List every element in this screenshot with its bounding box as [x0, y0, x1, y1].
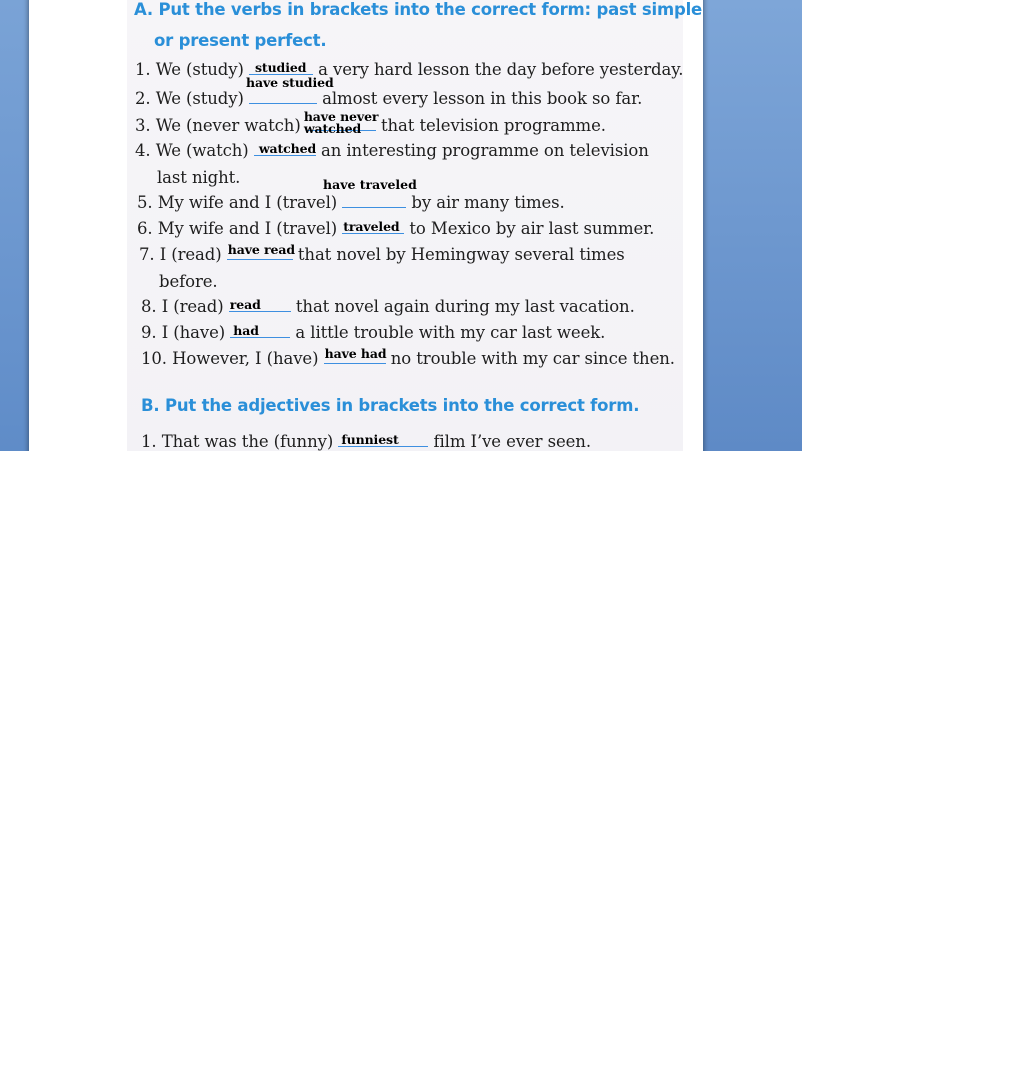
exercise-item-5	[137, 192, 565, 212]
item-prompt: 1. That was the (funny)	[141, 432, 334, 451]
exercise-item-2	[135, 75, 643, 108]
scanned-worksheet	[127, 0, 703, 451]
item-rest: that television programme.	[380, 116, 606, 135]
item-rest: no trouble with my car since then.	[390, 349, 675, 368]
exercise-item-8	[141, 296, 635, 316]
exercise-item-1	[135, 59, 683, 79]
item-prompt: 7. I (read)	[139, 245, 222, 264]
answer-blank[interactable]	[338, 431, 428, 447]
item-prompt: 1. We (study)	[135, 60, 244, 79]
exercise-b-title: B. Put the adjectives in brackets into the correct form.	[141, 396, 640, 415]
exercise-item-3	[135, 109, 606, 136]
answer-text: have had	[324, 346, 387, 361]
item-rest: that novel again during my last vacation.	[295, 297, 635, 316]
answer-blank[interactable]	[230, 322, 290, 338]
answer-blank[interactable]	[342, 218, 404, 234]
exercise-item-9	[141, 322, 605, 342]
item-rest: to Mexico by air last summer.	[409, 219, 655, 238]
answer-blank[interactable]	[245, 75, 334, 104]
item-prompt: 10. However, I (have)	[141, 349, 319, 368]
answer-text: funniest	[341, 432, 399, 447]
answer-text: studied	[254, 60, 307, 75]
answer-text: have traveled	[323, 177, 417, 192]
answer-blank[interactable]	[229, 296, 291, 312]
item-prompt: 9. I (have)	[141, 323, 226, 342]
item-rest: almost every lesson in this book so far.	[322, 89, 643, 108]
exercise-item-4-cont: last night.	[157, 168, 241, 187]
item-prompt: 4. We (watch)	[135, 141, 249, 160]
item-rest: a little trouble with my car last week.	[295, 323, 606, 342]
item-rest: that novel by Hemingway several times	[297, 245, 625, 264]
answer-blank[interactable]	[324, 348, 386, 364]
exercise-item-7	[139, 244, 625, 264]
answer-text: read	[229, 297, 261, 312]
item-prompt: 3. We (never watch)	[135, 116, 301, 135]
answer-text: traveled	[343, 219, 400, 234]
exercise-a-title: A. Put the verbs in brackets into the correct form: past simple	[134, 0, 703, 19]
answer-text: watched	[258, 141, 317, 156]
exercise-a-title-cont: or present perfect.	[154, 31, 327, 50]
item-rest: film I’ve ever seen.	[433, 432, 591, 451]
answer-blank[interactable]	[303, 109, 379, 136]
exercise-item-6	[137, 218, 654, 238]
answer-text: have studied	[245, 75, 334, 90]
answer-text: have read	[227, 242, 295, 257]
answer-blank[interactable]	[342, 192, 406, 208]
exercise-item-4	[135, 140, 649, 160]
exercise-b-item-1	[141, 431, 591, 451]
document-page	[29, 0, 703, 451]
item-rest: a very hard lesson the day before yesterday.	[318, 60, 684, 79]
answer-text-cont: watched	[303, 121, 362, 136]
item-prompt: 8. I (read)	[141, 297, 224, 316]
answer-blank[interactable]	[254, 140, 316, 156]
item-prompt: 5. My wife and I (travel)	[137, 193, 338, 212]
item-prompt: 6. My wife and I (travel)	[137, 219, 338, 238]
document-viewer	[0, 0, 802, 451]
item-rest: an interesting programme on television	[320, 141, 649, 160]
exercise-item-10	[141, 348, 675, 368]
answer-blank[interactable]	[249, 59, 313, 75]
answer-blank[interactable]	[227, 244, 293, 260]
viewer-background-right	[704, 0, 802, 451]
item-rest: by air many times.	[411, 193, 565, 212]
item-prompt: 2. We (study)	[135, 89, 244, 108]
exercise-item-7-cont: before.	[159, 272, 218, 291]
answer-text: had	[233, 323, 259, 338]
answer-text: have never	[303, 109, 379, 124]
